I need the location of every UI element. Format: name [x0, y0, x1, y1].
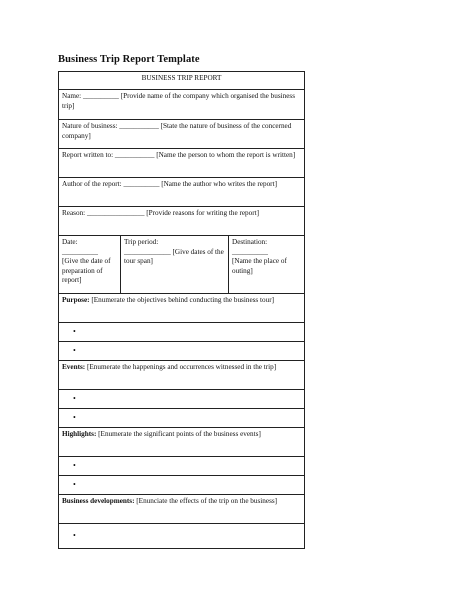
trip-period-label: Trip period:: [124, 238, 159, 246]
date-line: __________: [62, 247, 98, 256]
highlights-text: [Enumerate the significant points of the business events]: [96, 430, 261, 438]
bullet-icon: •: [73, 412, 76, 422]
list-item: [59, 457, 305, 476]
bullet-icon: •: [73, 345, 76, 355]
list-item: [59, 342, 305, 361]
table-header: BUSINESS TRIP REPORT: [59, 72, 305, 90]
date-hint: [Give the date of preparation of report]: [62, 257, 111, 285]
highlights-label: Highlights:: [62, 430, 97, 438]
bullet-icon: •: [73, 460, 76, 470]
company-name-field: Name: __________ [Provide name of the company which organised the business trip]: [59, 90, 305, 120]
purpose-text: [Enumerate the objectives behind conducting the business tour]: [89, 296, 274, 304]
business-developments-label: Business developments:: [62, 497, 135, 505]
events-section: [59, 361, 305, 390]
nature-of-business-field: Nature of business: ___________ [State the nature of business of the concerned company]: [59, 120, 305, 149]
destination-label: Destination:: [232, 238, 268, 246]
reason-field: Reason: ________________ [Provide reasons for writing the report]: [59, 207, 305, 236]
destination-hint: [Name the place of outing]: [232, 257, 287, 275]
bullet-icon: •: [73, 530, 76, 540]
business-developments-text: [Enunciate the effects of the trip on the business]: [134, 497, 278, 505]
page-title: Business Trip Report Template: [58, 54, 200, 65]
bullet-icon: •: [73, 393, 76, 403]
trip-period-cell: [121, 236, 229, 294]
events-label: Events:: [62, 363, 86, 371]
bullet-icon: •: [73, 326, 76, 336]
business-developments-section: [59, 495, 305, 524]
list-item: [59, 390, 305, 409]
trip-period-text: _____________ [Give dates of the tour span]: [124, 247, 224, 266]
destination-cell: [229, 236, 305, 294]
business-trip-report-table: [58, 71, 305, 549]
author-field: Author of the report: __________ [Name the author who writes the report]: [59, 178, 305, 207]
list-item: [59, 323, 305, 342]
list-item: [59, 476, 305, 495]
report-written-to-field: Report written to: ___________ [Name the person to whom the report is written]: [59, 149, 305, 178]
highlights-section: [59, 428, 305, 457]
date-cell: [59, 236, 121, 294]
events-text: [Enumerate the happenings and occurrences witnessed in the trip]: [85, 363, 277, 371]
bullet-icon: •: [73, 479, 76, 489]
list-item: [59, 409, 305, 428]
purpose-label: Purpose:: [62, 296, 90, 304]
list-item: [59, 524, 305, 549]
destination-line: __________: [232, 247, 268, 256]
date-label: Date:: [62, 238, 78, 246]
purpose-section: [59, 294, 305, 323]
